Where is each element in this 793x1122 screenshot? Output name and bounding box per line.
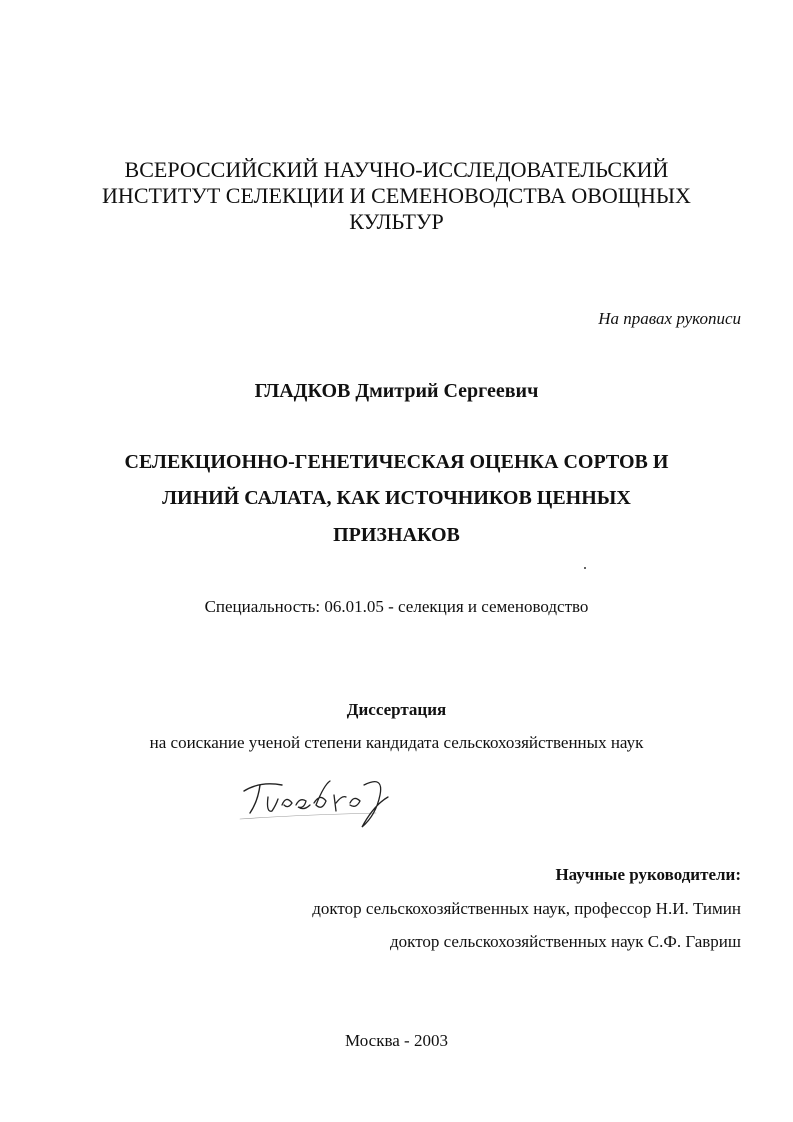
place-year: Москва - 2003 [345, 1031, 448, 1050]
institute-line-1: ВСЕРОССИЙСКИЙ НАУЧНО-ИССЛЕДОВАТЕЛЬСКИЙ [124, 157, 669, 182]
title-line-3: ПРИЗНАКОВ [333, 524, 460, 546]
title-line-2: ЛИНИЙ САЛАТА, КАК ИСТОЧНИКОВ ЦЕННЫХ [162, 487, 631, 509]
scan-speck [584, 567, 586, 569]
title-line-1: СЕЛЕКЦИОННО-ГЕНЕТИЧЕСКАЯ ОЦЕНКА СОРТОВ И [124, 451, 669, 473]
dissertation-purpose: на соискание ученой степени кандидата сельскохозяйственных наук [149, 733, 644, 752]
supervisor-1: доктор сельскохозяйственных наук, профессор Н.И. Тимин [312, 899, 741, 918]
institute-line-2: ИНСТИТУТ СЕЛЕКЦИИ И СЕМЕНОВОДСТВА ОВОЩНЫХ [102, 183, 691, 208]
handwritten-signature [238, 775, 398, 835]
author-name [0, 380, 793, 403]
specialty: Специальность: 06.01.05 - селекция и семеноводство [204, 597, 589, 616]
supervisor-2: доктор сельскохозяйственных наук С.Ф. Гавриш [390, 932, 741, 951]
author-surname: ГЛАДКОВ [254, 380, 351, 402]
rights-note: На правах рукописи [598, 309, 741, 328]
supervisors-label: Научные руководители: [555, 865, 741, 884]
institute-line-3: КУЛЬТУР [349, 209, 444, 234]
dissertation-label: Диссертация [346, 700, 447, 719]
author-given-names: Дмитрий Сергеевич [355, 380, 539, 402]
